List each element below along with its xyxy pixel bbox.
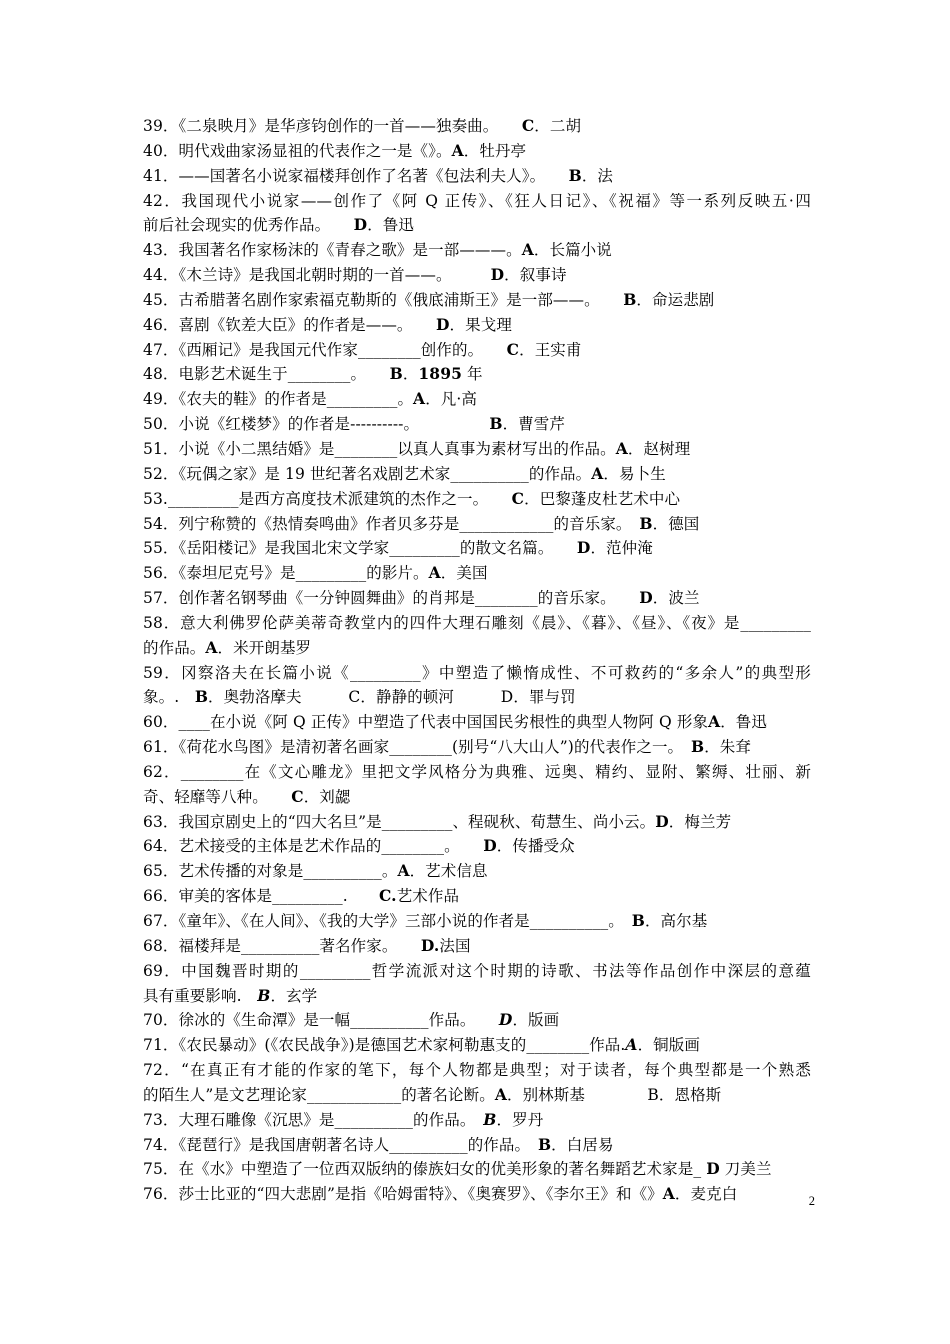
line-text: ．罗丹 (496, 1110, 544, 1129)
question-line (143, 710, 811, 735)
line-text: 73．大理石雕像《沉思》是 (143, 1110, 335, 1129)
line-text: 。 (350, 365, 390, 384)
line-text: 的音乐家。 (553, 514, 640, 533)
answer-blank: ________ (334, 439, 398, 458)
line-text: 60． (143, 713, 179, 732)
answer-option-letter: A (521, 240, 534, 260)
answer-option-letter: A (397, 861, 410, 881)
line-text: ．果戈理 (449, 315, 512, 334)
question-line (143, 213, 811, 238)
answer-blank: ____________ (459, 514, 554, 533)
line-text: 75．在《水》中塑造了一位西双版纳的傣族妇女的优美形象的著名舞蹈艺术家是_ (143, 1160, 707, 1179)
line-text: 56．《泰坦尼克号》是 (143, 564, 296, 583)
line-text: ．叙事诗 (504, 266, 567, 285)
line-text: 70．徐冰的《生命潭》是一幅 (143, 1011, 351, 1030)
line-text: ．凡·高 (425, 390, 478, 409)
question-line (143, 785, 811, 810)
question-line (143, 189, 811, 214)
line-text: 艺术作品 (396, 887, 460, 906)
line-text: 在小说《阿 Q 正传》中塑造了代表中国国民劣根性的典型人物阿 Q 形象 (209, 713, 709, 732)
question-line (143, 561, 811, 586)
question-list (143, 114, 811, 1207)
line-text: ．巴黎蓬皮杜艺术中心 (524, 489, 681, 508)
line-text: ．赵树理 (627, 439, 691, 458)
question-line (143, 909, 811, 934)
line-text: 76．莎士比亚的“四大悲剧”是指《哈姆雷特》、《奥赛罗》、《李尔王》和《》 (143, 1185, 663, 1204)
question-line (143, 139, 811, 164)
line-text: (别号“八大山人”)的代表作之一。 (452, 738, 691, 757)
line-text: ．王实甫 (519, 340, 582, 359)
line-text: ．牡丹亭 (463, 141, 527, 160)
line-text: 的音乐家。 (537, 589, 640, 608)
line-text: 的作品。 (143, 638, 206, 657)
question-line (143, 1058, 811, 1083)
line-text: ．波兰 (652, 589, 700, 608)
line-text: 71．《农民暴动》(《农民战争》)是德国艺术家柯勒惠支的 (143, 1036, 527, 1055)
line-text: ．高尔基 (644, 912, 708, 930)
line-text: 62． (143, 762, 181, 781)
answer-option-letter: B (639, 513, 653, 533)
answer-option-letter: C (506, 339, 520, 359)
line-text: 44．《木兰诗》是我国北朝时期的一首——。 (143, 266, 491, 285)
answer-option-letter: B (631, 911, 645, 930)
answer-option-letter: D (706, 1159, 720, 1179)
answer-option-letter: C. (379, 886, 397, 906)
answer-option-letter: D. (420, 935, 440, 955)
line-text: 63．我国京剧史上的“四大名旦”是 (143, 812, 382, 831)
line-text: ．白居易 (551, 1135, 614, 1154)
question-line (143, 362, 811, 387)
line-text: 47．《西厢记》是我国元代作家 (143, 340, 358, 359)
question-line (143, 1033, 811, 1058)
answer-option-letter: B (691, 737, 705, 757)
question-line (143, 437, 811, 462)
question-line (143, 387, 811, 412)
question-line (143, 313, 811, 338)
line-text: ．二胡 (534, 117, 582, 135)
question-line (143, 1182, 811, 1207)
answer-blank: _________ (350, 663, 421, 682)
answer-blank: ________ (357, 340, 421, 359)
question-line (143, 636, 811, 661)
question-line (143, 412, 811, 437)
line-text: ．艺术信息 (409, 862, 488, 881)
line-text: 48．电影艺术诞生于 (143, 365, 288, 384)
question-line (143, 238, 811, 263)
line-text: 46．喜剧《钦差大臣》的作者是——。 (143, 315, 436, 334)
line-text: ．传播受众 (496, 837, 575, 856)
answer-option-letter: D (498, 1010, 513, 1030)
answer-blank: __________ (240, 936, 320, 955)
answer-option-letter: C (291, 786, 304, 806)
line-text: 50．小说《红楼梦》的作者是----------。 (143, 415, 490, 434)
line-text: 66．审美的客体是 (143, 887, 273, 906)
answer-option-letter: D (435, 314, 450, 334)
question-line (143, 611, 811, 636)
answer-option-letter: B (194, 687, 209, 707)
answer-option-letter: A (625, 1035, 638, 1055)
answer-blank: ________ (381, 837, 445, 856)
answer-blank: ____________ (307, 1085, 402, 1104)
line-text: 哲学流派对这个时期的诗歌、书法等作品创作中深层的意蕴 (370, 961, 811, 980)
line-text: 的作品。 (413, 1110, 484, 1129)
line-text: 前后社会现实的优秀作品。 (143, 216, 354, 235)
question-line (143, 1133, 811, 1158)
answer-blank: _________ (326, 390, 398, 409)
line-text: 69．中国魏晋时期的 (143, 961, 300, 980)
line-text: ．法 (581, 166, 614, 185)
answer-option-letter: D (576, 538, 591, 558)
line-text: ．鲁迅 (720, 713, 768, 732)
line-text: ．美国 (440, 564, 488, 583)
question-line (143, 810, 811, 835)
line-text: ．奥勃洛摩夫 C．静静的顿河 D．罪与罚 (208, 688, 576, 707)
line-text: ．刘勰 (303, 787, 351, 806)
line-text: ．梅兰芳 (668, 812, 732, 831)
answer-option-letter: D (490, 265, 505, 285)
line-text: 57．创作著名钢琴曲《一分钟圆舞曲》的肖邦是 (143, 589, 475, 608)
question-line (143, 735, 811, 760)
question-line (143, 1083, 811, 1108)
line-text: 67．《童年》、《在人间》、《我的大学》三部小说的作者是 (143, 912, 530, 930)
line-text: 43．我国著名作家杨沫的《青春之歌》是一部———。 (143, 241, 522, 260)
line-text: 的散文名篇。 (459, 539, 577, 558)
line-text: 的著名论断。 (401, 1085, 495, 1104)
answer-option-letter: A (708, 712, 721, 732)
question-line (143, 1008, 811, 1033)
answer-option-letter: A (451, 140, 464, 160)
line-text: 53. (143, 489, 168, 508)
line-text: ．命运悲剧 (636, 290, 715, 309)
line-text: 作品. (589, 1036, 626, 1055)
line-text: 。 (397, 390, 414, 409)
line-text: 58．意大利佛罗伦萨美蒂奇教堂内的四件大理石雕刻《晨》、《暮》、《昼》、《夜》是 (143, 613, 741, 632)
question-line (143, 934, 811, 959)
line-text: ．别林斯基 B．恩格斯 (506, 1085, 722, 1104)
line-text: . (342, 887, 380, 906)
line-text: ．范仲淹 (590, 539, 653, 558)
line-text: 65．艺术传播的对象是 (143, 862, 304, 881)
line-text: 49．《农夫的鞋》的作者是 (143, 390, 327, 409)
line-text: 42．我国现代小说家——创作了《阿 Q 正传》、《狂人日记》、《祝福》等一系列反映五·四 (143, 191, 811, 210)
question-line (143, 586, 811, 611)
line-text: ．德国 (652, 514, 700, 533)
answer-option-letter: D (483, 836, 497, 856)
answer-blank: _________ (272, 887, 343, 906)
line-text: 刀美兰 (719, 1160, 772, 1179)
question-line (143, 487, 811, 512)
answer-option-letter: B (623, 289, 637, 309)
answer-option-letter: B (568, 165, 582, 185)
answer-blank: _________ (295, 564, 367, 583)
question-line (143, 536, 811, 561)
answer-blank: __________ (350, 1011, 429, 1030)
question-line (143, 462, 811, 487)
question-line (143, 114, 811, 139)
line-text: 象。. (143, 688, 195, 707)
line-text: 。 (381, 862, 398, 881)
line-text: 。 (444, 837, 484, 856)
line-text: 72．“在真正有才能的作家的笔下，每个人物都是典型；对于读者，每个典型都是一个熟悉 (143, 1061, 811, 1080)
line-text: 的作品。 (467, 1135, 538, 1154)
answer-option-letter: B (257, 985, 271, 1005)
answer-blank: ________ (287, 365, 351, 384)
question-line (143, 1157, 811, 1182)
answer-blank: __________ (303, 862, 382, 881)
line-text: 作品。 (428, 1011, 499, 1030)
line-text: ．麦克白 (674, 1185, 738, 1204)
answer-option-letter: D (655, 811, 669, 831)
question-line (143, 661, 811, 686)
answer-option-letter: A (591, 463, 604, 483)
answer-option-letter: D (353, 215, 368, 235)
question-line (143, 288, 811, 313)
line-text: ．铜版画 (637, 1036, 700, 1055)
line-text: 55．《岳阳楼记》是我国北宋文学家 (143, 539, 390, 558)
answer-blank: ________ (389, 738, 452, 757)
line-text: ．曹雪芹 (502, 415, 565, 434)
line-text: ．版画 (512, 1011, 560, 1030)
answer-blank: ________ (526, 1036, 590, 1055)
answer-blank: ________ (474, 589, 538, 608)
line-text: 。 (608, 912, 632, 930)
line-text: 在《文心雕龙》里把文学风格分为典雅、远奥、精约、显附、繁缛、壮丽、新 (243, 762, 812, 781)
line-text: 39．《二泉映月》是华彦钧创作的一首——独奏曲。 (143, 117, 522, 135)
answer-option-letter: A (615, 438, 628, 458)
question-line (143, 760, 811, 785)
line-text: 41．——国著名小说家福楼拜创作了名著《包法利夫人》。 (143, 166, 569, 185)
question-line (143, 338, 811, 363)
answer-blank: ________ (180, 762, 244, 781)
line-text: ．玄学 (270, 986, 318, 1005)
answer-option-letter: C (521, 116, 535, 135)
answer-option-letter: A (205, 637, 218, 657)
line-text: 奇、轻靡等八种。 (143, 787, 292, 806)
answer-option-letter: A (662, 1184, 675, 1204)
answer-option-letter: A (428, 563, 441, 583)
line-text: 的作品。 (528, 464, 592, 483)
line-text: 40．明代戏曲家汤显祖的代表作之一是《》。 (143, 141, 452, 160)
answer-blank: _________ (740, 613, 811, 632)
question-line (143, 685, 811, 710)
question-line (143, 512, 811, 537)
question-line (143, 859, 811, 884)
line-text: 的陌生人”是文艺理论家 (143, 1085, 308, 1104)
page-number: 2 (808, 1194, 815, 1208)
line-text: 68．福楼拜是 (143, 936, 241, 955)
question-line (143, 959, 811, 984)
answer-blank: __________ (389, 1135, 468, 1154)
line-text: 52．《玩偶之家》是 19 世纪著名戏剧艺术家 (143, 464, 451, 483)
line-text: ．易卜生 (603, 464, 666, 483)
line-text: ．米开朗基罗 (217, 638, 312, 657)
line-text: 年 (461, 365, 483, 384)
line-text: 、程砚秋、荀慧生、尚小云。 (452, 812, 656, 831)
line-text: ．朱耷 (704, 738, 752, 757)
answer-option-letter: D (639, 588, 653, 608)
line-text: 具有重要影响. (143, 986, 258, 1005)
question-line (143, 884, 811, 909)
answer-blank: __________ (450, 464, 529, 483)
question-line (143, 984, 811, 1009)
line-text: 是西方高度技术派建筑的杰作之一。 (238, 489, 512, 508)
line-text: 74．《琵琶行》是我国唐朝著名诗人 (143, 1135, 390, 1154)
line-text: 1895 (418, 364, 462, 384)
line-text: 51．小说《小二黑结婚》是 (143, 439, 335, 458)
answer-option-letter: B (389, 364, 403, 384)
line-text: 54．列宁称赞的《热情奏鸣曲》作者贝多芬是 (143, 514, 460, 533)
question-line (143, 164, 811, 189)
answer-option-letter: A (494, 1084, 507, 1104)
answer-blank: _________ (381, 812, 453, 831)
line-text: ．鲁迅 (367, 216, 415, 235)
line-text: 的影片。 (366, 564, 429, 583)
line-text: ． (402, 365, 419, 384)
answer-blank: _________ (299, 961, 371, 980)
line-text: 59．冈察洛夫在长篇小说《 (143, 663, 351, 682)
answer-option-letter: B (489, 414, 503, 434)
question-line (143, 834, 811, 859)
question-line (143, 1108, 811, 1133)
line-text: 45．古希腊著名剧作家索福克勒斯的《俄底浦斯王》是一部——。 (143, 290, 624, 309)
line-text: 》中塑造了懒惰成性、不可救药的“多余人”的典型形 (420, 663, 811, 682)
line-text: 著名作家。 (319, 936, 421, 955)
line-text: 创作的。 (420, 340, 507, 359)
line-text: 64．艺术接受的主体是艺术作品的 (143, 837, 382, 856)
question-line (143, 263, 811, 288)
answer-option-letter: B (537, 1134, 552, 1154)
answer-blank: _________ (167, 489, 239, 508)
answer-blank: __________ (529, 912, 609, 930)
answer-blank: ____ (178, 713, 210, 732)
line-text: 法国 (439, 936, 471, 955)
line-text: 以真人真事为素材写出的作品。 (397, 439, 616, 458)
answer-option-letter: A (413, 389, 426, 409)
answer-option-letter: B (483, 1109, 497, 1129)
line-text: ．长篇小说 (533, 241, 612, 260)
line-text: 61．《荷花水鸟图》是清初著名画家 (143, 738, 390, 757)
answer-option-letter: C (511, 488, 525, 508)
answer-blank: __________ (334, 1110, 414, 1129)
answer-blank: _________ (389, 539, 460, 558)
